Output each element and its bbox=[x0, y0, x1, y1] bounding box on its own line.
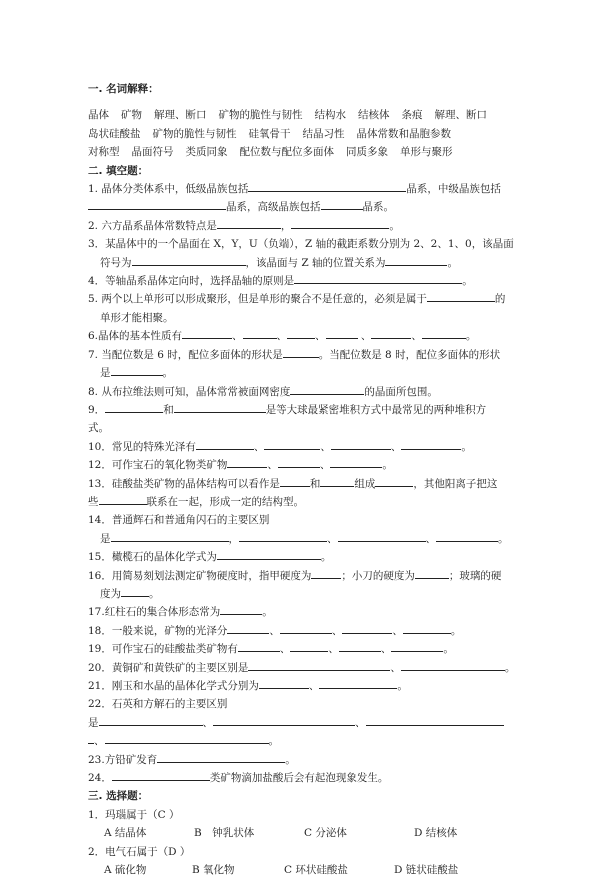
option-b[interactable]: B 氧化物 bbox=[192, 864, 235, 877]
answer-blank[interactable] bbox=[132, 254, 246, 266]
q-text: 。 bbox=[320, 551, 332, 564]
answer-blank[interactable] bbox=[385, 254, 447, 266]
q-text: 、 bbox=[276, 330, 288, 343]
question-7-cont bbox=[88, 364, 518, 382]
q-text: 21．刚玉和水晶的晶体化学式分别为 bbox=[88, 680, 259, 692]
q-text: 、 bbox=[355, 716, 366, 729]
q-text: 、 bbox=[279, 643, 291, 656]
q-text: 1. 晶体分类体系中，低级晶族包括 bbox=[88, 183, 249, 196]
q-text: 。当配位数是 8 时，配位多面体的形状 bbox=[318, 348, 501, 361]
question-7 bbox=[88, 346, 518, 364]
answer-blank[interactable] bbox=[280, 475, 310, 487]
answer-blank[interactable] bbox=[311, 567, 341, 579]
option-c[interactable]: C 环状硅酸盐 bbox=[284, 864, 348, 877]
term: 解理、断口 bbox=[434, 109, 487, 122]
q-text: 、 bbox=[320, 440, 331, 453]
q-text: 、 bbox=[232, 330, 243, 343]
answer-blank[interactable] bbox=[99, 493, 147, 505]
answer-blank[interactable] bbox=[105, 732, 269, 744]
q-text: 。 bbox=[389, 219, 400, 232]
answer-blank[interactable] bbox=[217, 548, 321, 560]
answer-blank[interactable] bbox=[239, 530, 327, 542]
q-text: 23.方铅矿发育 bbox=[88, 753, 158, 766]
answer-blank[interactable] bbox=[248, 659, 390, 671]
q-text: 、 bbox=[327, 532, 338, 545]
answer-blank[interactable] bbox=[121, 585, 149, 597]
q-text: 晶系。 bbox=[362, 201, 394, 214]
question-1-cont bbox=[88, 198, 518, 216]
q-text: ， bbox=[228, 532, 239, 545]
option-a[interactable]: A 硫化物 bbox=[104, 864, 147, 877]
answer-blank[interactable] bbox=[105, 401, 163, 413]
q-text: ，其他阳离子把这 bbox=[413, 477, 498, 490]
q-text: 13．硅酸盐类矿物的晶体结构可以看作是 bbox=[88, 477, 280, 490]
term: 硅氧骨干 bbox=[248, 127, 291, 140]
question-2 bbox=[88, 217, 518, 235]
q-text: 符号为 bbox=[100, 256, 132, 269]
answer-blank[interactable] bbox=[401, 438, 461, 450]
answer-blank[interactable] bbox=[326, 327, 358, 339]
q-text: 。 bbox=[450, 624, 462, 637]
term: 结构水 bbox=[314, 109, 346, 122]
q-text: 9． bbox=[88, 403, 106, 416]
q-text: 16．用简易刻划法测定矿物硬度时，指甲硬度为 bbox=[88, 569, 312, 582]
term: 矿物 bbox=[121, 109, 142, 122]
q-text: 。 bbox=[397, 680, 408, 692]
choice-options-1 bbox=[88, 824, 518, 842]
q-text: 3．某晶体中的一个晶面在 X，Y，U（负端），Z 轴的截距系数分别为 2、2、1、0，该晶面 bbox=[88, 238, 514, 251]
answer-blank[interactable] bbox=[182, 327, 232, 339]
term: 配位数与配位多面体 bbox=[239, 146, 334, 159]
terms-row-3 bbox=[88, 143, 518, 161]
q-text: 。 bbox=[162, 367, 173, 380]
q-text: 些 bbox=[88, 495, 99, 508]
q-text: 17.红柱石的集合体形态常为 bbox=[88, 606, 221, 619]
term: 解理、断口 bbox=[154, 109, 207, 122]
q-text: 、 bbox=[390, 661, 401, 674]
answer-blank[interactable] bbox=[403, 622, 451, 634]
answer-blank[interactable] bbox=[290, 640, 328, 652]
question-5-cont bbox=[88, 309, 518, 327]
term: 结核体 bbox=[358, 109, 390, 122]
answer-blank[interactable] bbox=[291, 217, 389, 229]
section-2-title: 二. 填空题： bbox=[88, 164, 149, 177]
worksheet bbox=[88, 80, 518, 879]
answer-blank[interactable] bbox=[422, 327, 466, 339]
section-1-title: 一. 名词解释： bbox=[88, 83, 159, 95]
option-d[interactable]: D 结核体 bbox=[414, 827, 458, 840]
q-text: 晶系，高级晶族包括 bbox=[226, 201, 321, 214]
q-text: ；玻璃的硬 bbox=[448, 569, 502, 582]
q-text: 。 bbox=[461, 440, 472, 453]
q-text: 22．石英和方解石的主要区别 bbox=[88, 698, 228, 711]
q-text: 是 bbox=[100, 367, 111, 380]
question-6 bbox=[88, 327, 518, 345]
q-text: 是 bbox=[100, 532, 111, 545]
term: 矿物的脆性与韧性 bbox=[152, 127, 237, 140]
q-text: 。 bbox=[498, 532, 509, 545]
answer-blank[interactable] bbox=[238, 640, 280, 652]
question-14 bbox=[88, 511, 518, 529]
q-text: 是等大球最紧密堆积方式中最常见的两种堆积方 bbox=[265, 403, 487, 416]
q-text: 15．橄榄石的晶体化学式为 bbox=[88, 551, 217, 564]
answer-blank[interactable] bbox=[278, 456, 320, 468]
term: 矿物的脆性与韧性 bbox=[218, 109, 303, 122]
option-b[interactable]: B 钟乳状体 bbox=[194, 827, 255, 840]
q-text: 、 bbox=[202, 716, 213, 729]
answer-blank[interactable] bbox=[248, 180, 406, 192]
term: 对称型 bbox=[88, 146, 120, 159]
answer-blank[interactable] bbox=[283, 346, 319, 358]
q-text: 、 bbox=[360, 330, 372, 343]
question-13-cont bbox=[88, 493, 518, 511]
q-text: ，该晶面与 Z 轴的位置关系为 bbox=[245, 256, 386, 269]
answer-blank[interactable] bbox=[371, 327, 411, 339]
answer-blank[interactable] bbox=[196, 438, 254, 450]
q-text: 、 bbox=[269, 624, 280, 637]
q-text: 和 bbox=[309, 477, 321, 490]
q-text: 10．常见的特殊光泽有 bbox=[88, 440, 196, 453]
terms-row-2 bbox=[88, 125, 518, 143]
q-text: 是 bbox=[88, 716, 99, 729]
q-text: 、 bbox=[319, 459, 331, 472]
answer-blank[interactable] bbox=[338, 530, 426, 542]
answer-blank[interactable] bbox=[366, 714, 504, 726]
question-10 bbox=[88, 438, 518, 456]
q-text: 的晶面所包围。 bbox=[364, 385, 438, 398]
question-16-cont bbox=[88, 585, 518, 603]
q-text: 、 bbox=[390, 440, 402, 453]
q-text: 。 bbox=[262, 606, 273, 619]
question-18 bbox=[88, 622, 518, 640]
q-text: 。 bbox=[465, 330, 477, 343]
question-17 bbox=[88, 603, 518, 621]
q-text: 。 bbox=[443, 643, 454, 656]
question-3 bbox=[88, 235, 518, 253]
q-text: 和 bbox=[163, 403, 174, 416]
term: 同质多象 bbox=[346, 146, 388, 159]
answer-blank[interactable] bbox=[321, 198, 363, 210]
term: 晶体 bbox=[88, 109, 109, 122]
q-text: 、 bbox=[425, 532, 436, 545]
term: 晶体常数和晶胞参数 bbox=[356, 127, 451, 140]
q-text: 联系在一起，形成一定的结构型。 bbox=[146, 495, 304, 508]
answer-blank[interactable] bbox=[111, 530, 229, 542]
q-text: 的 bbox=[494, 293, 506, 306]
q-text: 。 bbox=[149, 587, 160, 600]
q-text: 、 bbox=[308, 680, 320, 692]
answer-blank[interactable] bbox=[331, 438, 391, 450]
answer-blank[interactable] bbox=[217, 217, 281, 229]
q-text: 19．可作宝石的硅酸盐类矿物有 bbox=[88, 643, 238, 656]
q-text: 、 bbox=[411, 330, 422, 343]
answer-blank[interactable] bbox=[174, 401, 266, 413]
question-22-cont2 bbox=[88, 732, 518, 750]
question-24 bbox=[88, 769, 518, 787]
question-5 bbox=[88, 290, 518, 308]
choice-question-1: 1．玛瑙属于（C ） bbox=[88, 808, 180, 821]
answer-blank[interactable] bbox=[88, 198, 226, 210]
answer-blank[interactable] bbox=[213, 714, 355, 726]
q-text: 。 bbox=[382, 459, 393, 472]
answer-blank[interactable] bbox=[243, 327, 277, 339]
q-text: 。 bbox=[285, 753, 296, 766]
answer-blank[interactable] bbox=[111, 364, 163, 376]
q-text: 单形才能相聚。 bbox=[100, 311, 174, 324]
q-text: 18．一般来说，矿物的光泽分 bbox=[88, 624, 228, 637]
answer-blank[interactable] bbox=[339, 640, 381, 652]
option-c[interactable]: C 分泌体 bbox=[304, 827, 347, 840]
term: 结晶习性 bbox=[302, 127, 345, 140]
q-text: 12．可作宝石的氧化物类矿物 bbox=[88, 459, 228, 472]
q-text: 。 bbox=[447, 256, 458, 269]
question-1 bbox=[88, 180, 518, 198]
q-text: 6.晶体的基本性质有 bbox=[88, 330, 183, 343]
option-d[interactable]: D 链状硅酸盐 bbox=[394, 864, 459, 877]
q-text: 、 bbox=[380, 643, 392, 656]
q-text: 。 bbox=[462, 275, 473, 288]
answer-blank[interactable] bbox=[99, 714, 203, 726]
question-13 bbox=[88, 475, 518, 493]
question-12 bbox=[88, 456, 518, 474]
answer-blank[interactable] bbox=[427, 290, 495, 302]
q-text: 24． bbox=[88, 772, 112, 785]
q-text: 类矿物滴加盐酸后会有起泡现象发生。 bbox=[209, 772, 389, 785]
q-text: 晶系，中级晶族包括 bbox=[406, 183, 501, 196]
answer-blank[interactable] bbox=[280, 622, 332, 634]
q-text: ；小刀的硬度为 bbox=[341, 569, 415, 582]
answer-blank[interactable] bbox=[112, 769, 210, 781]
q-text: 7. 当配位数是 6 时，配位多面体的形状是 bbox=[88, 348, 283, 361]
question-9 bbox=[88, 401, 518, 419]
q-text: 、 bbox=[315, 330, 326, 343]
terms-row-1 bbox=[88, 106, 518, 124]
answer-blank[interactable] bbox=[227, 622, 269, 634]
option-a[interactable]: A 结晶体 bbox=[104, 827, 147, 840]
question-8 bbox=[88, 383, 518, 401]
term: 类质同象 bbox=[185, 146, 228, 159]
question-20 bbox=[88, 659, 518, 677]
answer-blank[interactable] bbox=[401, 659, 505, 671]
term: 单形与聚形 bbox=[400, 146, 453, 159]
question-14-cont bbox=[88, 530, 518, 548]
q-text: 。 bbox=[268, 735, 279, 748]
answer-blank[interactable] bbox=[320, 475, 354, 487]
term: 岛状硅酸盐 bbox=[88, 127, 141, 140]
q-text: 、 bbox=[267, 459, 278, 472]
question-22-cont bbox=[88, 714, 518, 732]
question-16 bbox=[88, 567, 518, 585]
answer-blank[interactable] bbox=[259, 677, 309, 689]
answer-blank[interactable] bbox=[294, 272, 462, 284]
question-4 bbox=[88, 272, 518, 290]
q-text: ， bbox=[280, 219, 292, 232]
answer-blank[interactable] bbox=[220, 603, 262, 615]
q-text: 4．等轴晶系晶体定向时，选择晶轴的原则是 bbox=[88, 275, 295, 288]
term: 晶面符号 bbox=[131, 146, 174, 159]
answer-blank[interactable] bbox=[157, 751, 285, 763]
q-text: 14．普通辉石和普通角闪石的主要区别 bbox=[88, 514, 270, 527]
q-text: 、 bbox=[328, 643, 339, 656]
q-text: 、 bbox=[94, 735, 105, 748]
section-3-title: 三. 选择题： bbox=[88, 790, 149, 803]
answer-blank[interactable] bbox=[342, 622, 392, 634]
answer-blank[interactable] bbox=[264, 438, 320, 450]
q-text: 组成 bbox=[354, 477, 376, 490]
q-text: 。 bbox=[504, 661, 516, 674]
question-19 bbox=[88, 640, 518, 658]
q-text: 度为 bbox=[100, 587, 121, 600]
question-23 bbox=[88, 751, 518, 769]
answer-blank[interactable] bbox=[436, 530, 498, 542]
question-15 bbox=[88, 548, 518, 566]
q-text: 式。 bbox=[88, 422, 109, 435]
q-text: 、 bbox=[331, 624, 343, 637]
q-text: 20．黄铜矿和黄铁矿的主要区别是 bbox=[88, 661, 249, 674]
q-text: 8. 从布拉维法则可知，晶体常常被面网密度 bbox=[88, 385, 291, 398]
choice-options-2 bbox=[88, 861, 518, 879]
q-text: 、 bbox=[253, 440, 265, 453]
answer-blank[interactable] bbox=[375, 475, 413, 487]
q-text: 、 bbox=[392, 624, 403, 637]
question-3-cont bbox=[88, 254, 518, 272]
answer-blank[interactable] bbox=[290, 383, 364, 395]
answer-blank[interactable] bbox=[319, 677, 397, 689]
term: 条痕 bbox=[401, 109, 423, 122]
question-9-cont bbox=[88, 419, 518, 437]
q-text: 5. 两个以上单形可以形成聚形，但是单形的聚合不是任意的，必须是属于 bbox=[88, 293, 427, 306]
answer-blank[interactable] bbox=[415, 567, 449, 579]
question-21 bbox=[88, 677, 518, 695]
answer-blank[interactable] bbox=[330, 456, 382, 468]
q-text: 2. 六方晶系晶体常数特点是 bbox=[88, 219, 217, 232]
answer-blank[interactable] bbox=[287, 327, 315, 339]
answer-blank[interactable] bbox=[391, 640, 443, 652]
choice-question-2: 2．电气石属于（D ） bbox=[88, 845, 191, 858]
question-22 bbox=[88, 695, 518, 713]
answer-blank[interactable] bbox=[227, 456, 267, 468]
